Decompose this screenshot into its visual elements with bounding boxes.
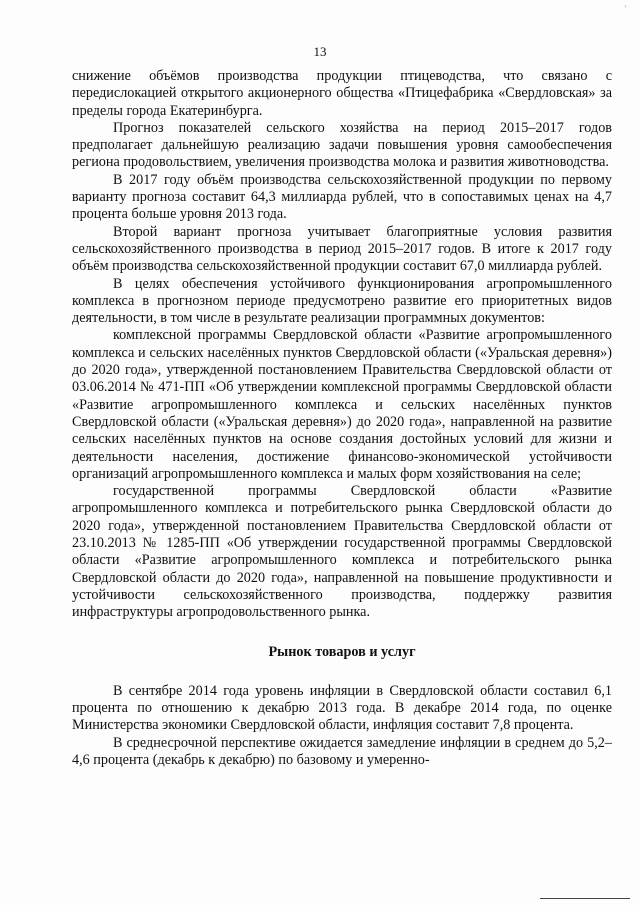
document-body [72, 68, 612, 769]
paragraph-variant-one: В 2017 году объём производства сельскохозяйственной продукции по первому варианту прогноза составит 64,3 миллиарда рублей, что в сопоставимых ценах на 4,7 процента больше уровня 2013 года. [72, 171, 612, 223]
section-heading: Рынок товаров и услуг [268, 643, 416, 660]
paragraph-continuation: снижение объёмов производства продукции птицеводства, что связано с передислокацией открытого акционерного общества «Птицефабрика «Свердловская» за пределы города Екатеринбурга. [72, 68, 612, 119]
paragraph-program-uralskaya-derevnya: комплексной программы Свердловской области «Развитие агропромышленного комплекса и сельских населённых пунктов Свердловской области («Уральская деревня») до 2020 года», утвержденной постановлением Правительства Свердловской области от 03.06.2014 № 471-ПП «Об утверждении комплексной программы Свердловской области «Развитие агропромышленного комплекса и сельских населённых пунктов Свердловской области («Уральская деревня») до 2020 года», направленной на развитие сельских населённых пунктов на основе создания достойных условий для жизни и деятельности населения, достижение финансово-экономической устойчивости организаций агропромышленного комплекса и малых форм хозяйствования на селе; [72, 327, 612, 482]
paragraph-agriculture-forecast: Прогноз показателей сельского хозяйства на период 2015–2017 годов предполагает дальнейшую реализацию задачи повышения уровня самообеспечения региона продовольствием, увеличения производства молока и развития животноводства. [72, 119, 612, 171]
paragraph-programs-intro: В целях обеспечения устойчивого функционирования агропромышленного комплекса в прогнозном периоде предусмотрено развитие его приоритетных видов деятельности, в том числе в результате реализации программных документов: [72, 275, 612, 327]
page-number: 13 [313, 44, 327, 59]
paragraph-variant-two: Второй вариант прогноза учитывает благоприятные условия развития сельскохозяйственного производства в период 2015–2017 годов. В итоге к 2017 году объём производства сельскохозяйственной продукции составит 67,0 миллиарда рублей. [72, 223, 612, 275]
paragraph-inflation-2014: В сентябре 2014 года уровень инфляции в Свердловской области составил 6,1 процента по отношению к декабрю 2013 года. В декабре 2014 года, по оценке Министерства экономики Свердловской области, инфляция составит 7,8 процента. [72, 682, 612, 734]
paragraph-inflation-outlook: В среднесрочной перспективе ожидается замедление инфляции в среднем до 5,2–4,6 процента (декабрь к декабрю) по базовому и умеренно- [72, 734, 612, 768]
paragraph-state-program: государственной программы Свердловской области «Развитие агропромышленного комплекса и потребительского рынка Свердловской области до 2020 года», утвержденной постановлением Правительства Свердловской области от 23.10.2013 № 1285-ПП «Об утверждении государственной программы Свердловской области «Развитие агропромышленного комплекса и потребительского рынка Свердловской области до 2020 года», направленной на повышение продуктивности и устойчивости сельскохозяйственного производства, поддержку развития инфраструктуры агропродовольственного рынка. [72, 483, 612, 621]
footer-line [540, 898, 630, 899]
corner-mark: ' [624, 4, 626, 14]
